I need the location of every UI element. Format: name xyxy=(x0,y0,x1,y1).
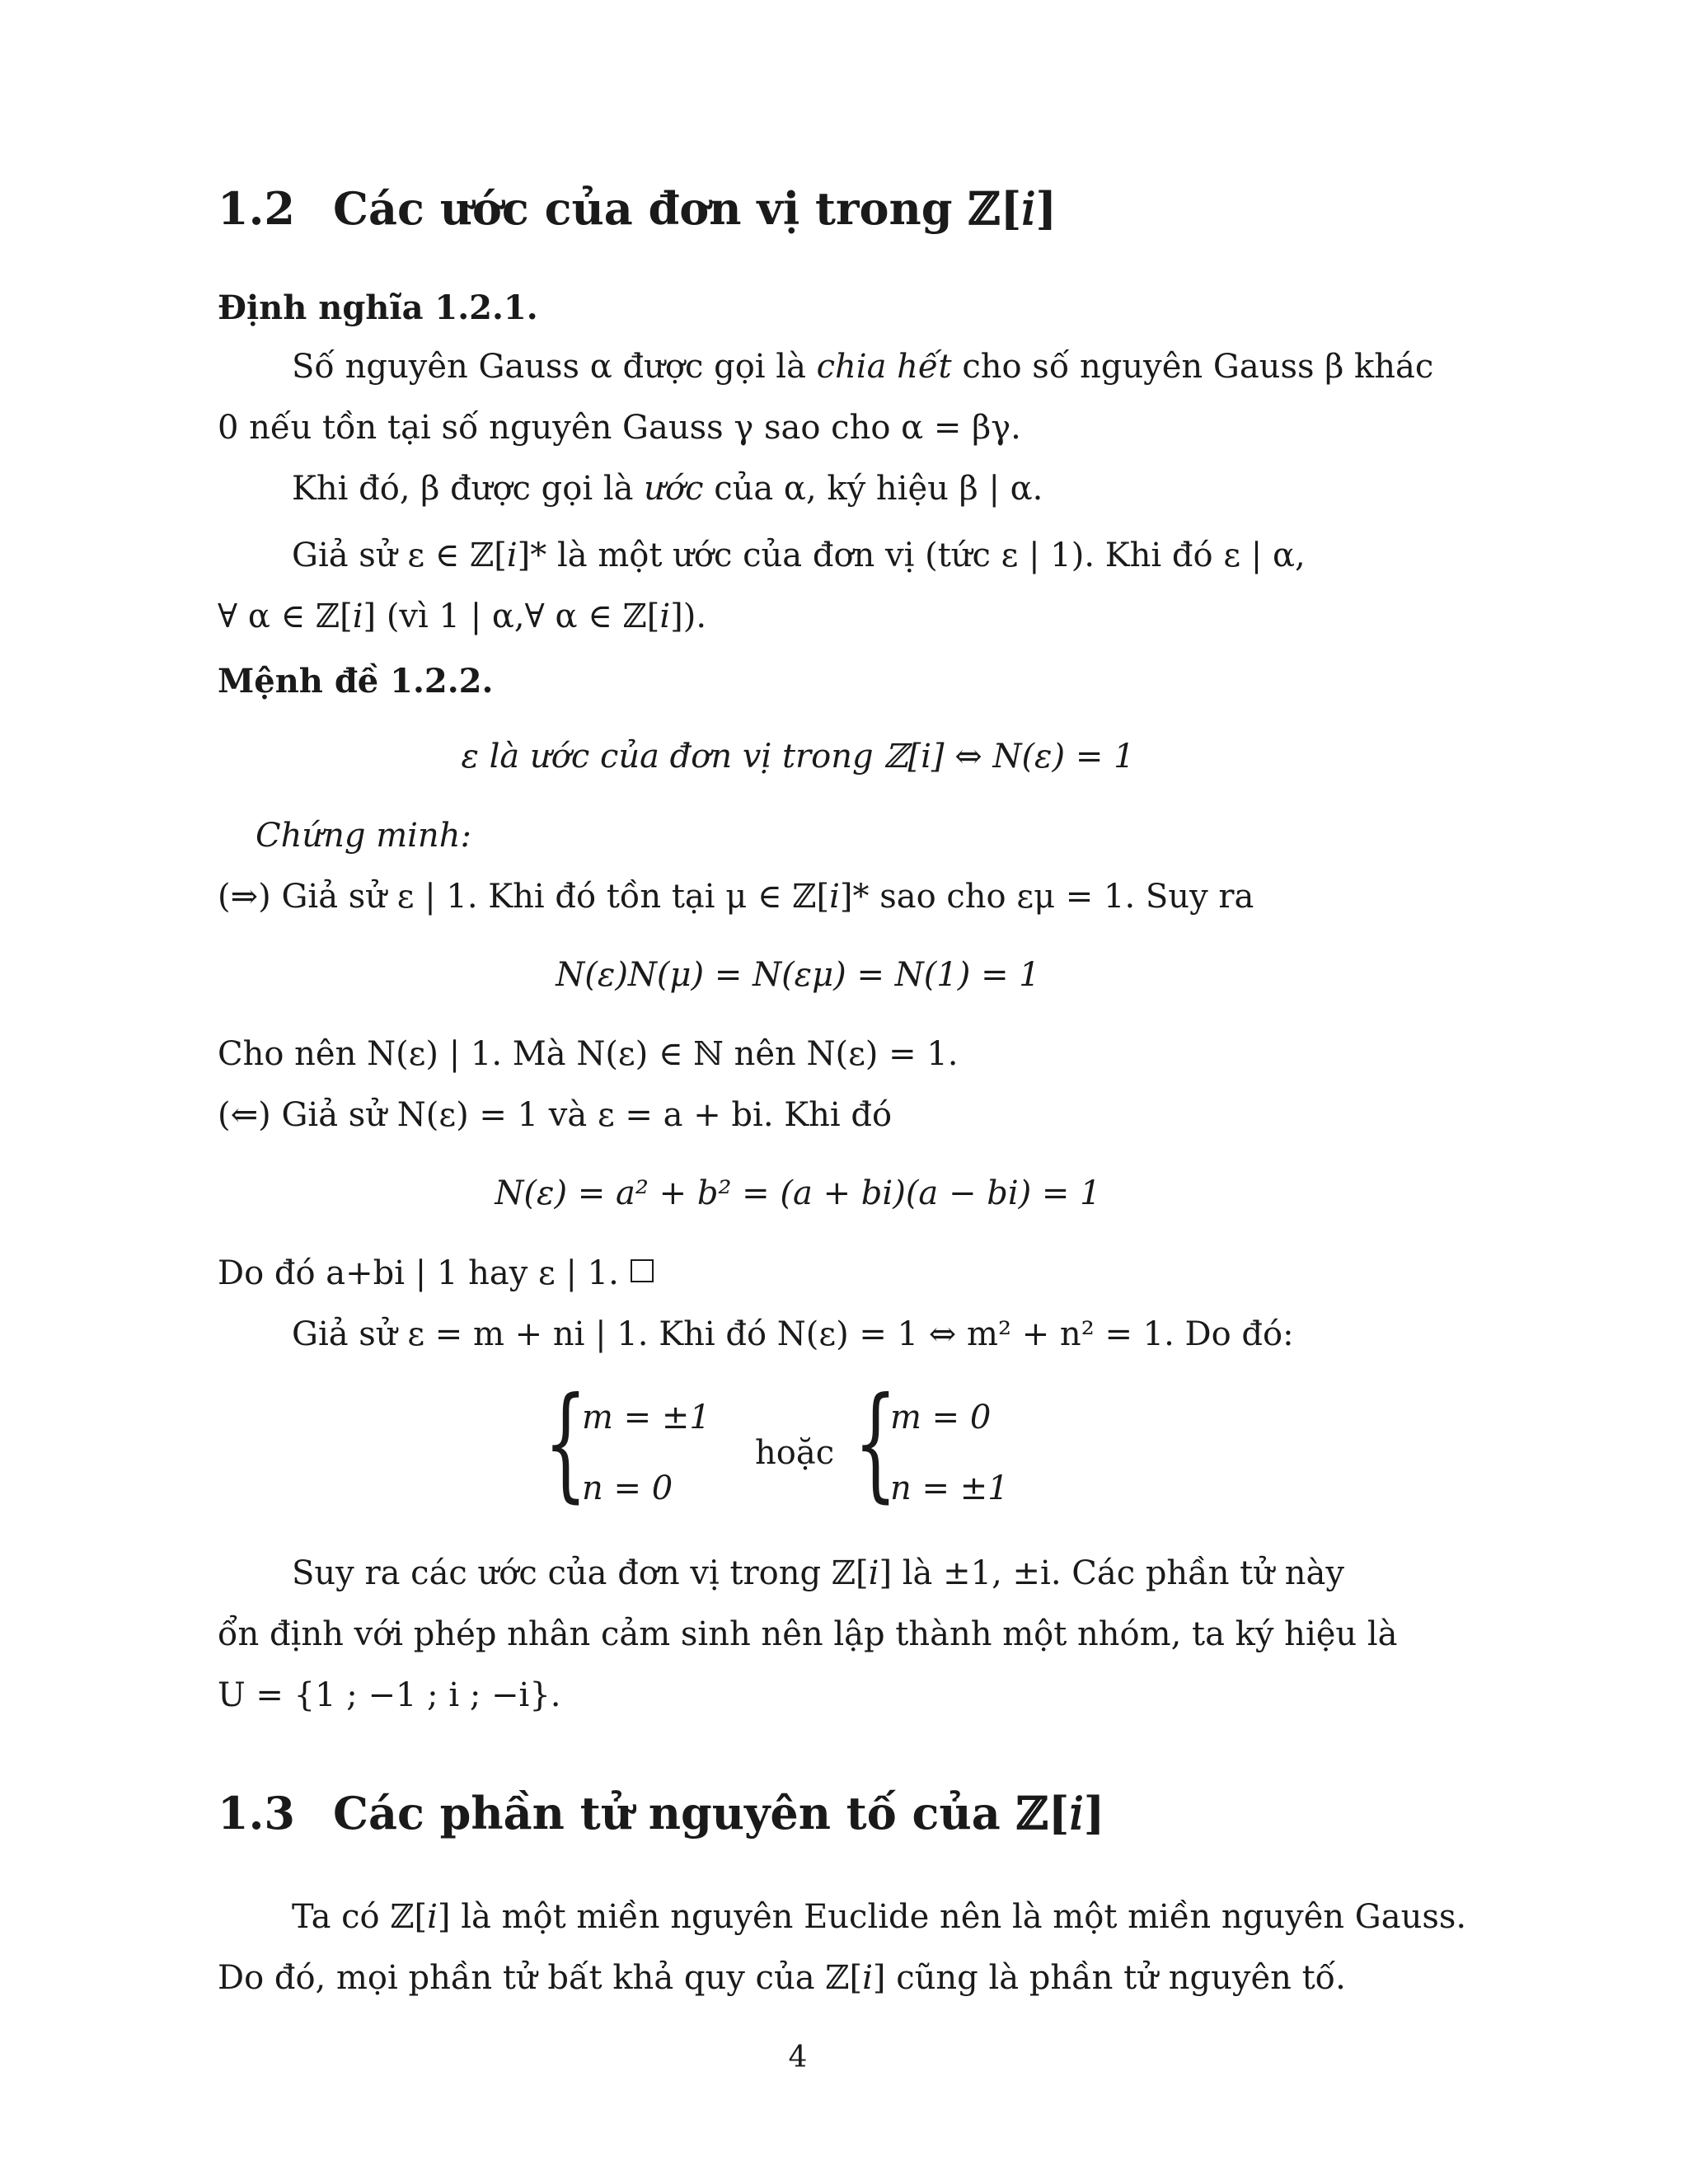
proof-equation-1: N(ε)N(μ) = N(εμ) = N(1) = 1 xyxy=(556,956,1040,994)
final-line-2: Do đó, mọi phần tử bất khả quy của ℤ[𝑖] cũng là phần tử nguyên tố. xyxy=(218,1959,1346,1997)
proof-line-2: Cho nên N(ε) | 1. Mà N(ε) ∈ ℕ nên N(ε) = 1. xyxy=(218,1035,959,1073)
units-line-2: Suy ra các ước của đơn vị trong ℤ[𝑖] là ±1, ±i. Các phần tử này xyxy=(292,1554,1344,1592)
definition-line-4: Giả sử ε ∈ ℤ[𝑖]* là một ước của đơn vị (tức ε | 1). Khi đó ε | α, xyxy=(292,537,1306,574)
page-number: 4 xyxy=(788,2041,808,2074)
proposition-statement: ε là ước của đơn vị trong ℤ[𝑖] ⇔ N(ε) = 1 xyxy=(461,738,1135,776)
text-run: Số nguyên Gauss α được gọi là xyxy=(292,348,817,386)
text-run: của α, ký hiệu β | α. xyxy=(703,470,1043,508)
emphasis-chia-het: chia hết xyxy=(816,348,952,386)
case-2-top: m = 0 xyxy=(890,1399,992,1436)
proof-label: Chứng minh: xyxy=(256,817,471,855)
section-heading-1-3 xyxy=(218,1780,1104,1846)
proof-line-1: (⇒) Giả sử ε | 1. Khi đó tồn tại μ ∈ ℤ[𝑖]* sao cho εμ = 1. Suy ra xyxy=(218,878,1254,916)
definition-line-3 xyxy=(292,464,1043,513)
units-line-1: Giả sử ε = m + ni | 1. Khi đó N(ε) = 1 ⇔ m² + n² = 1. Do đó: xyxy=(292,1315,1294,1353)
section-number: 1.3 xyxy=(218,1787,295,1840)
text-run: Khi đó, β được gọi là xyxy=(292,470,645,508)
definition-label: Định nghĩa 1.2.1. xyxy=(218,288,538,327)
definition-line-1 xyxy=(292,342,1433,391)
qed-square-icon xyxy=(631,1259,654,1282)
left-brace-icon: { xyxy=(854,1371,898,1515)
proposition-label: Mệnh đề 1.2.2. xyxy=(218,662,494,701)
text-run: cho số nguyên Gauss β khác xyxy=(951,348,1434,386)
section-title: Các ước của đơn vị trong ℤ[𝑖] xyxy=(333,182,1057,235)
definition-line-5: ∀ α ∈ ℤ[𝑖] (vì 1 | α,∀ α ∈ ℤ[𝑖]). xyxy=(218,598,707,635)
left-brace-icon: { xyxy=(544,1371,588,1515)
final-line-1: Ta có ℤ[𝑖] là một miền nguyên Euclide nên là một miền nguyên Gauss. xyxy=(292,1898,1467,1936)
emphasis-uoc: ước xyxy=(644,470,704,508)
units-line-4: U = {1 ; −1 ; i ; −i}. xyxy=(218,1676,561,1714)
units-line-3: ổn định với phép nhân cảm sinh nên lập thành một nhóm, ta ký hiệu là xyxy=(218,1615,1398,1653)
section-heading-1-2 xyxy=(218,176,1057,241)
proof-equation-2: N(ε) = a² + b² = (a + bi)(a − bi) = 1 xyxy=(495,1174,1101,1212)
definition-line-2: 0 nếu tồn tại số nguyên Gauss γ sao cho α = βγ. xyxy=(218,409,1021,447)
case-1-top: m = ±1 xyxy=(582,1399,710,1436)
case-1-bottom: n = 0 xyxy=(582,1469,673,1507)
proof-line-4 xyxy=(218,1249,654,1298)
case-connector: hoặc xyxy=(755,1434,835,1472)
section-number: 1.2 xyxy=(218,182,295,235)
section-title: Các phần tử nguyên tố của ℤ[𝑖] xyxy=(333,1787,1105,1840)
proof-line-3: (⇐) Giả sử N(ε) = 1 và ε = a + bi. Khi đó xyxy=(218,1096,893,1134)
case-2-bottom: n = ±1 xyxy=(890,1469,1009,1507)
text-run: Do đó a+bi | 1 hay ε | 1. xyxy=(218,1254,619,1292)
